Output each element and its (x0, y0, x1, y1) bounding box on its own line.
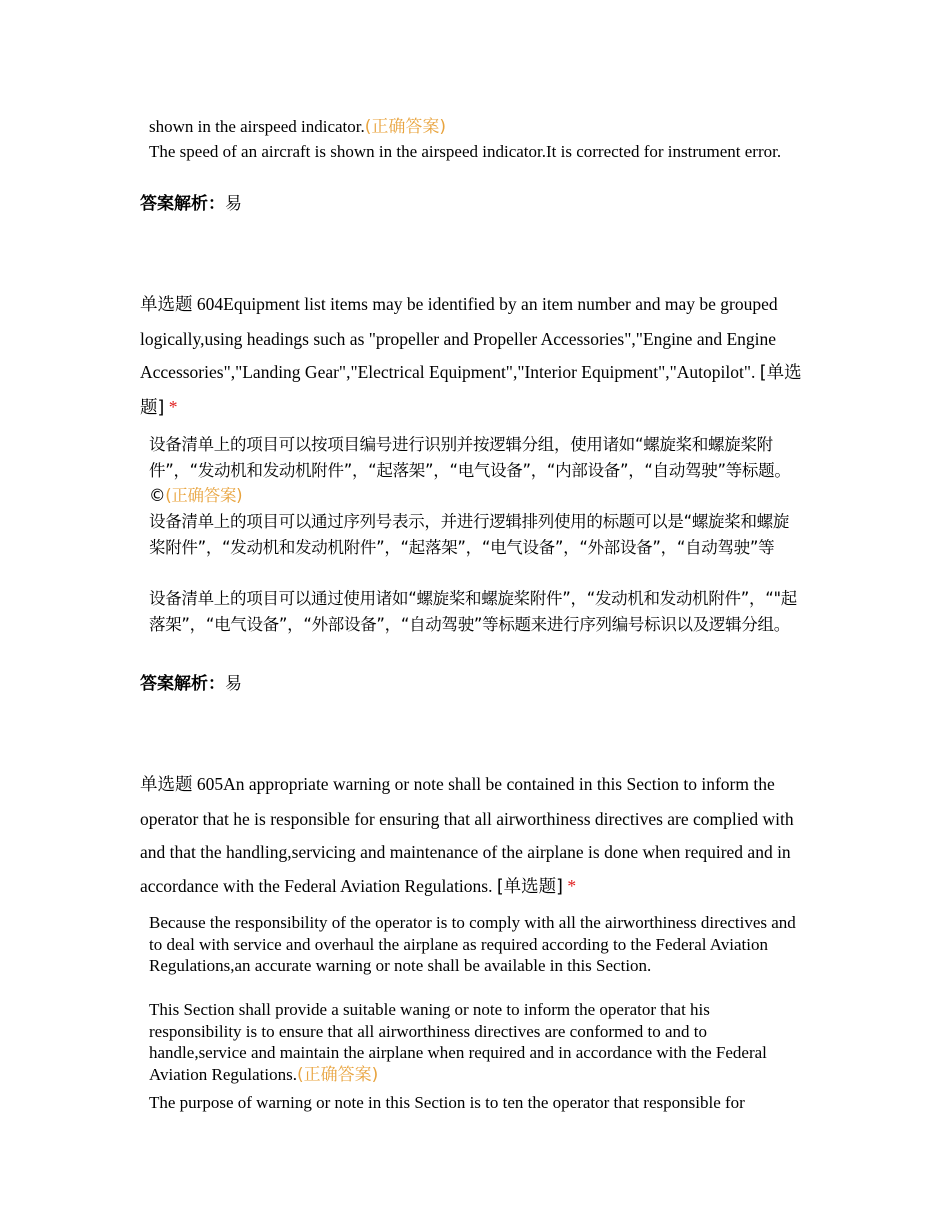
correct-answer-mark: (正确答案) (296, 1064, 379, 1085)
q603-explanation (140, 193, 242, 215)
required-star: * (168, 396, 178, 417)
q603-option[interactable] (149, 141, 805, 163)
question-type-prefix: 单选题 (140, 295, 193, 315)
option-text: The speed of an aircraft is shown in the airspeed indicator.It is corrected for instrument error. (149, 142, 782, 161)
option-text: 设备清单上的项目可以通过序列号表示，并进行逻辑排列使用的标题可以是“螺旋桨和螺旋桨附件”，“发动机和发动机附件”，“起落架”，“电气设备”，“外部设备”，“自动驾驶”等 (149, 512, 790, 557)
explanation-value: 易 (225, 194, 242, 214)
correct-answer-mark: (正确答案) (165, 486, 243, 505)
question-type-prefix: 单选题 (140, 775, 193, 795)
option-text: 设备清单上的项目可以按项目编号进行识别并按逻辑分组，使用诸如“螺旋桨和螺旋桨附件”，“发动机和发动机附件”，“起落架”，“电气设备”，“内部设备”，“自动驾驶”等标题。© (149, 435, 791, 505)
correct-answer-mark: (正确答案) (364, 117, 447, 137)
question-text: 605An appropriate warning or note shall be contained in this Section to inform the operator that he is responsible for ensuring that all airworthiness directives are complied with and that the handling,servicing and maintenance of the airplane is done when required and in accordance with the Federal Aviation Regulations. (140, 774, 794, 896)
option-text: The purpose of warning or note in this Section is to ten the operator that responsible for (149, 1093, 745, 1112)
q603-option-correct[interactable] (149, 116, 805, 139)
q605-option-correct[interactable] (149, 999, 805, 1086)
q604-question (140, 288, 808, 425)
option-text: Because the responsibility of the operator is to comply with all the airworthiness directives and to deal with service and overhaul the airplane as required according to the Federal Aviation Regulations,an accurate warning or note shall be available in this Section. (149, 913, 796, 975)
question-text: 604Equipment list items may be identified by an item number and may be grouped logically,using headings such as "propeller and Propeller Accessories","Engine and Engine Accessories","Landing Gear","Electrical Equipment","Interior Equipment","Autopilot". (140, 294, 778, 382)
option-text: This Section shall provide a suitable waning or note to inform the operator that his responsibility is to ensure that all airworthiness directives are conformed to and to handle,service and maintain the airplane when required and in accordance with the Federal Aviation Regulations. (149, 1000, 767, 1084)
option-text: shown in the airspeed indicator. (149, 117, 365, 136)
q605-option[interactable] (149, 1092, 805, 1114)
q605-option[interactable] (149, 912, 805, 977)
q604-explanation (140, 673, 242, 695)
explanation-value: 易 (225, 674, 242, 694)
q605-question (140, 768, 808, 904)
question-type-tag: [单选题] (496, 876, 564, 897)
explanation-label: 答案解析： (140, 194, 225, 214)
q604-option[interactable] (149, 586, 805, 637)
explanation-label: 答案解析： (140, 674, 225, 694)
q604-option-correct[interactable] (149, 432, 805, 509)
question-type-tag: [单选题] (140, 363, 802, 418)
q604-option[interactable] (149, 509, 805, 560)
option-text: 设备清单上的项目可以通过使用诸如“螺旋桨和螺旋桨附件”，“发动机和发动机附件”，“"起落架”，“电气设备”，“外部设备”，“自动驾驶”等标题来进行序列编号标识以及逻辑分组。 (149, 589, 797, 634)
required-star: * (567, 875, 577, 896)
